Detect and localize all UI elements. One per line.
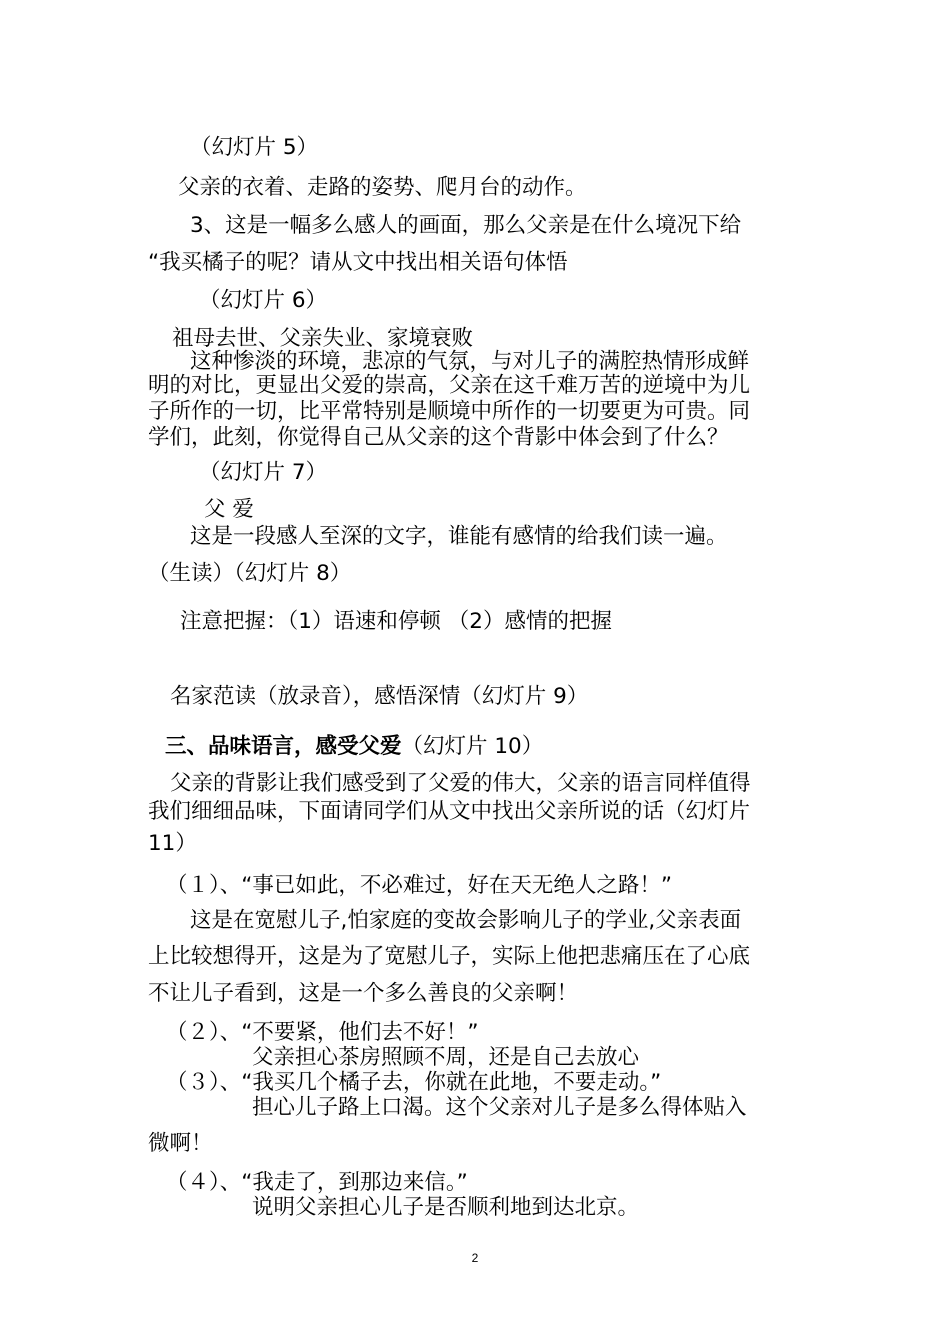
text-line: 注意把握：（1）语速和停顿 （2）感情的把握 <box>180 609 612 634</box>
text-line: （幻灯片 6） <box>199 288 328 313</box>
text-line: 微啊！ <box>148 1131 213 1156</box>
quote-line: （２）、“不要紧，他们去不好！” <box>166 1020 479 1045</box>
heading-title: 三、品味语言，感受父爱 <box>165 734 402 759</box>
text-line: “我买橘子的呢？请从文中找出相关语句体悟 <box>148 250 568 275</box>
text-line: 上比较想得开，这是为了宽慰儿子，实际上他把悲痛压在了心底 <box>148 944 751 969</box>
section-heading <box>165 734 543 760</box>
text-line: 这是在宽慰儿子,怕家庭的变故会影响儿子的学业,父亲表面 <box>190 908 742 933</box>
quote-line: （１）、“事已如此，不必难过，好在天无绝人之路！” <box>166 873 673 898</box>
text-line: 明的对比，更显出父爱的崇高，父亲在这千难万苦的逆境中为儿 <box>148 373 751 398</box>
text-line: （幻灯片 7） <box>199 460 328 485</box>
quote-line: （３）、“我买几个橘子去，你就在此地，不要走动。” <box>166 1070 662 1095</box>
quote-line: （４）、“我走了，到那边来信。” <box>166 1170 468 1195</box>
text-line: 父亲的衣着、走路的姿势、爬月台的动作。 <box>178 175 587 200</box>
text-line: 父亲担心茶房照顾不周，还是自己去放心 <box>252 1045 640 1070</box>
text-line: 名家范读（放录音），感悟深情（幻灯片 9） <box>170 684 589 709</box>
text-line: 父 爱 <box>204 497 254 522</box>
text-line: 这种惨淡的环境，悲凉的气氛，与对儿子的满腔热情形成鲜 <box>190 349 750 374</box>
text-line: 父亲的背影让我们感受到了父爱的伟大，父亲的语言同样值得 <box>170 771 751 796</box>
text-line: （生读）（幻灯片 8） <box>148 561 352 586</box>
text-line: 不让儿子看到，这是一个多么善良的父亲啊！ <box>148 981 579 1006</box>
text-line: 祖母去世、父亲失业、家境衰败 <box>172 326 474 351</box>
text-line: 3、这是一幅多么感人的画面，那么父亲是在什么境况下给 <box>190 213 742 238</box>
text-line: 11） <box>148 831 197 856</box>
page-number: 2 <box>471 1251 479 1265</box>
text-line: 学们，此刻，你觉得自己从父亲的这个背影中体会到了什么？ <box>148 425 729 450</box>
text-line: 子所作的一切，比平常特别是顺境中所作的一切要更为可贵。同 <box>148 399 751 424</box>
text-line: 担心儿子路上口渴。这个父亲对儿子是多么得体贴入 <box>252 1095 747 1120</box>
heading-slide-ref: （幻灯片 10） <box>401 734 544 759</box>
text-line: 我们细细品味，下面请同学们从文中找出父亲所说的话（幻灯片 <box>148 799 751 824</box>
text-line: 这是一段感人至深的文字，谁能有感情的给我们读一遍。 <box>190 524 728 549</box>
text-line: （幻灯片 5） <box>190 135 319 160</box>
text-line: 说明父亲担心儿子是否顺利地到达北京。 <box>252 1195 640 1220</box>
